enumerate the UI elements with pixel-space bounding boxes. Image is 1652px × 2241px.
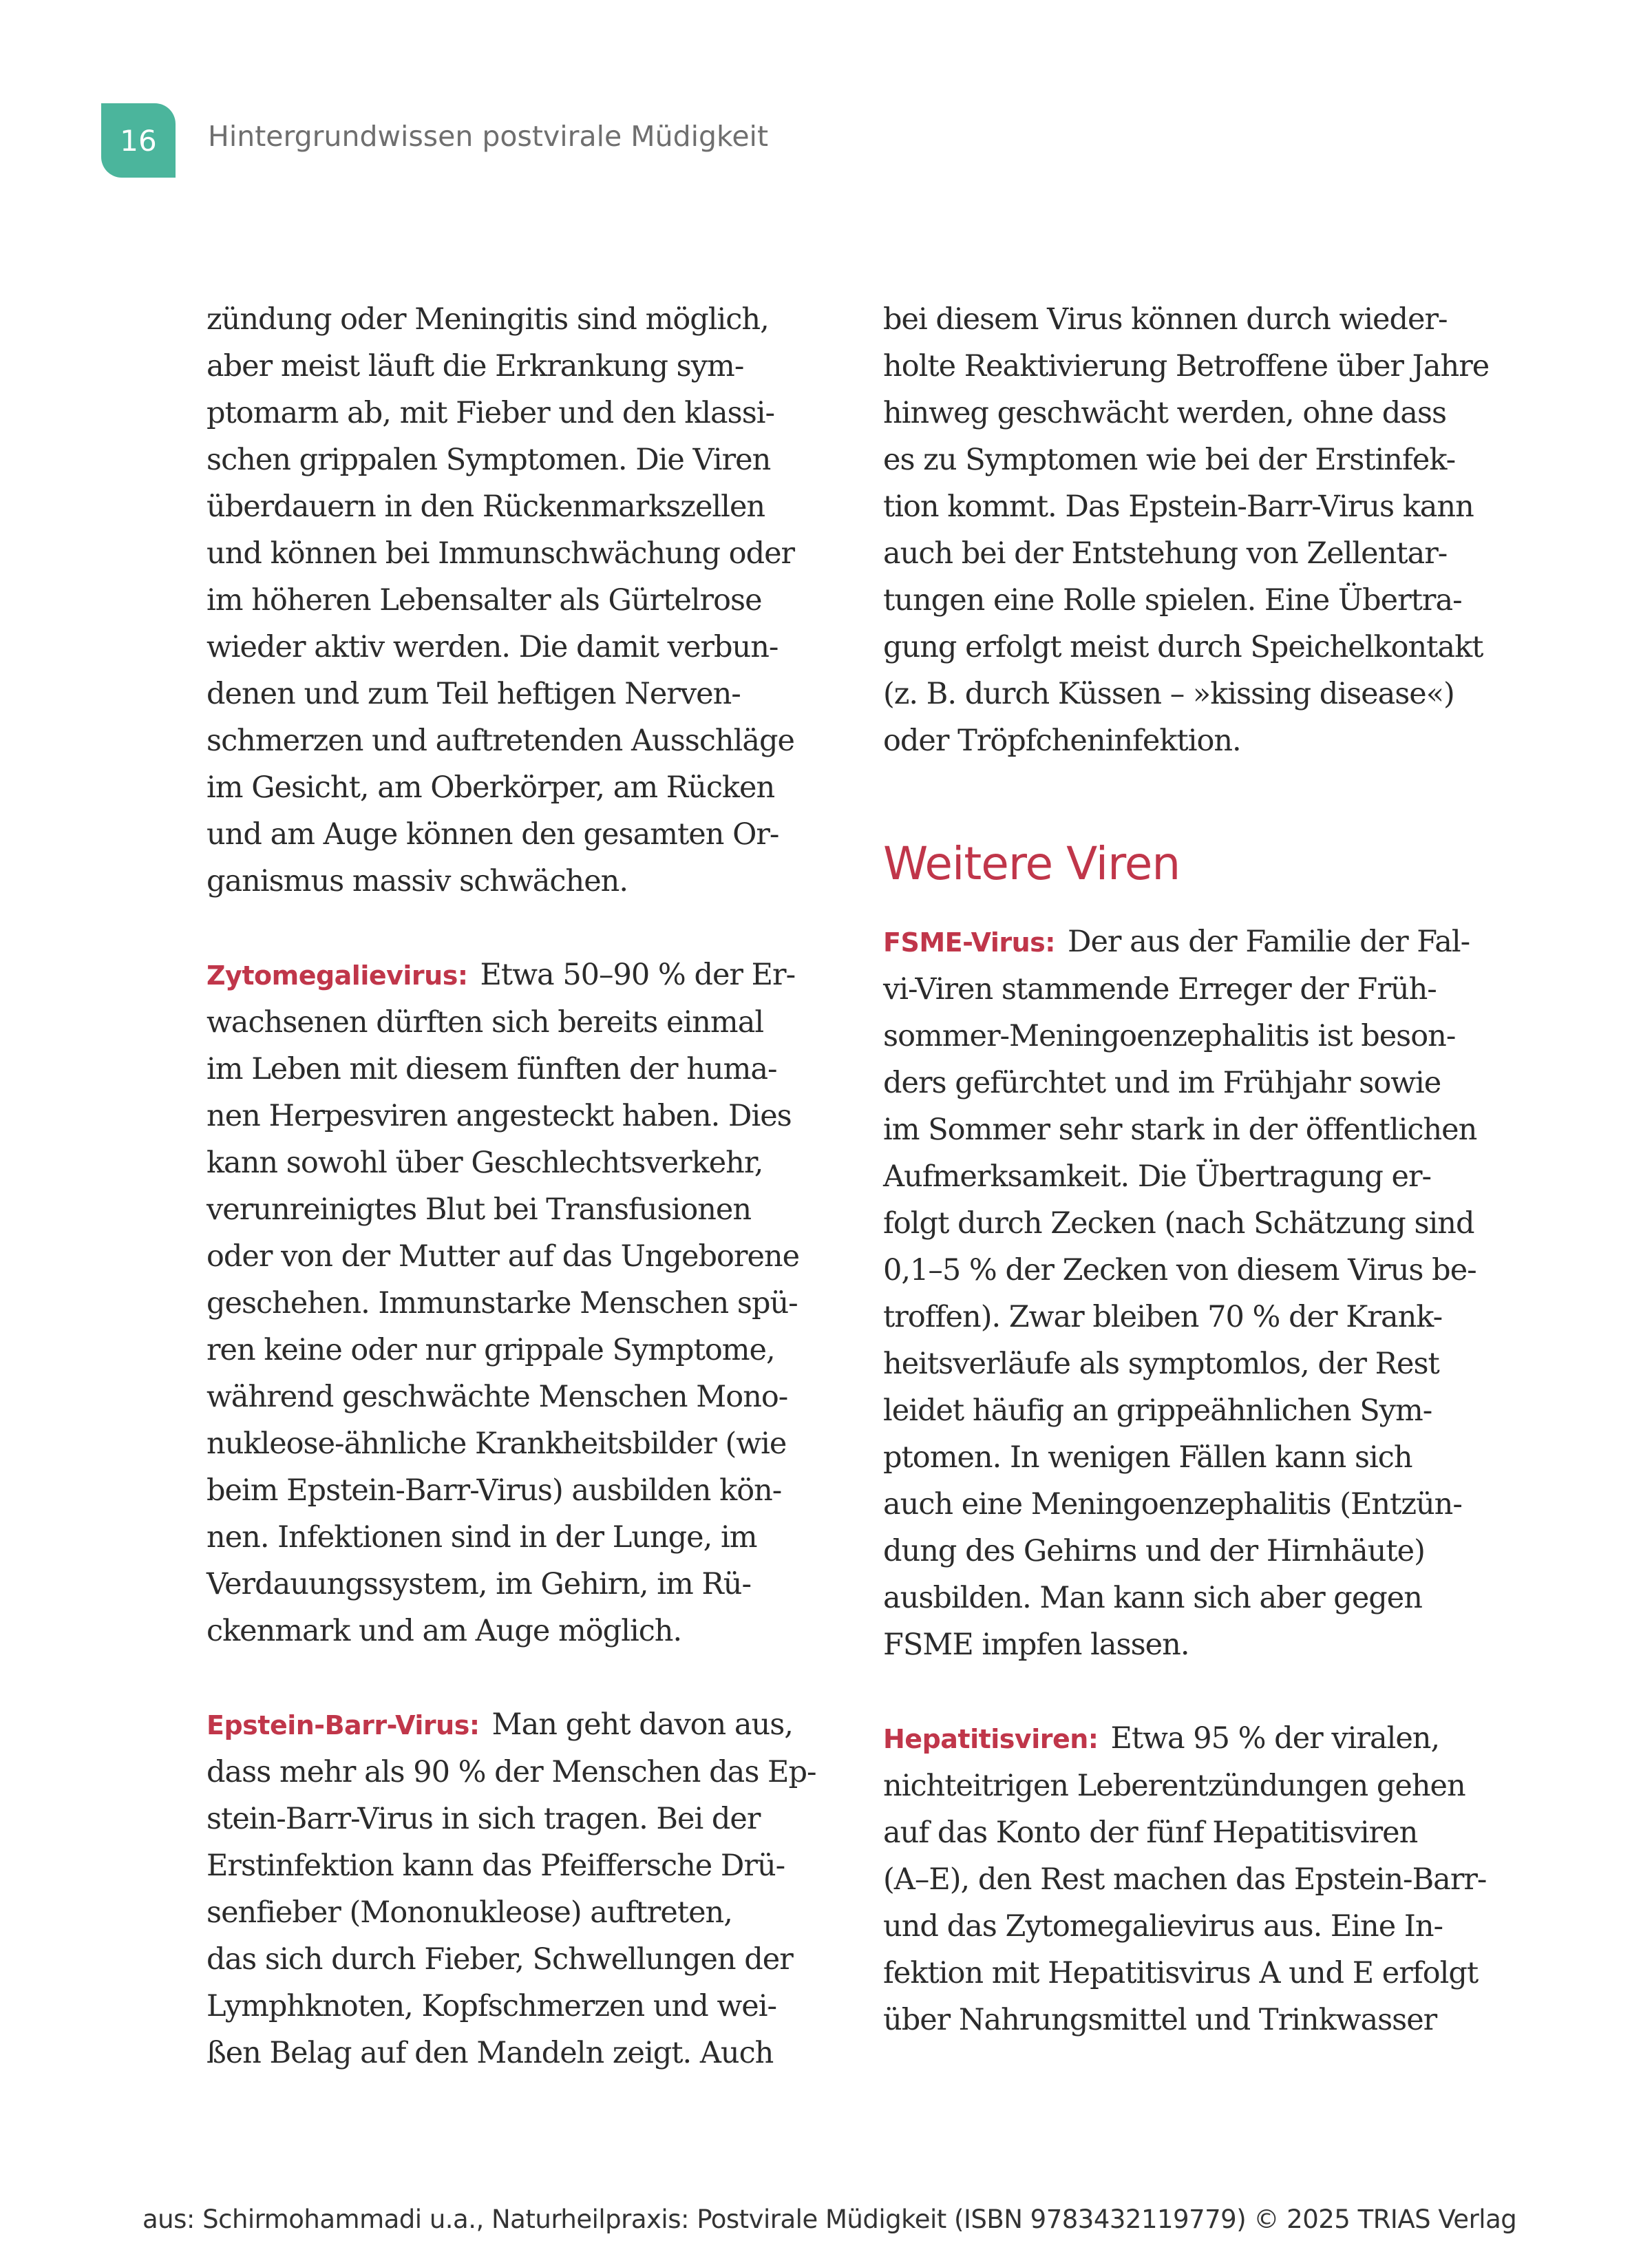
left-column <box>206 296 840 2076</box>
text-line: auch eine Meningoenzephalitis (Entzün- <box>883 1487 1462 1522</box>
text-line: heitsverläufe als symptomlos, der Rest <box>883 1347 1439 1381</box>
text-line: dass mehr als 90 % der Menschen das Ep- <box>206 1755 816 1789</box>
text-line: tungen eine Rolle spielen. Eine Übertra- <box>883 583 1462 618</box>
text-line: Etwa 50–90 % der Er- <box>480 958 796 992</box>
text-line: und können bei Immunschwächung oder <box>206 536 795 571</box>
text-line: stein-Barr-Virus in sich tragen. Bei der <box>206 1802 761 1836</box>
ebv-continuation-paragraph <box>883 296 1516 764</box>
text-line: hinweg geschwächt werden, ohne dass <box>883 396 1447 430</box>
text-line: geschehen. Immunstarke Menschen spü- <box>206 1286 798 1321</box>
hepatitis-label: Hepatitisviren: <box>883 1724 1099 1754</box>
text-line: nen. Infektionen sind in der Lunge, im <box>206 1520 757 1555</box>
text-line: im höheren Lebensalter als Gürtelrose <box>206 583 762 618</box>
text-line: wachsenen dürften sich bereits einmal <box>206 1005 764 1040</box>
text-line: FSME impfen lassen. <box>883 1628 1189 1662</box>
text-line: holte Reaktivierung Betroffene über Jahre <box>883 349 1490 383</box>
text-line: vi-Viren stammende Erreger der Früh- <box>883 972 1437 1007</box>
text-line: fektion mit Hepatitisvirus A und E erfolgt <box>883 1956 1479 1990</box>
text-line: zündung oder Meningitis sind möglich, <box>206 302 769 337</box>
text-line: das sich durch Fieber, Schwellungen der <box>206 1942 793 1977</box>
text-line: gung erfolgt meist durch Speichelkontakt <box>883 630 1483 664</box>
text-line: oder Tröpfcheninfektion. <box>883 724 1241 758</box>
text-line: auf das Konto der fünf Hepatitisviren <box>883 1816 1418 1850</box>
text-line: bei diesem Virus können durch wieder- <box>883 302 1448 337</box>
text-line: oder von der Mutter auf das Ungeborene <box>206 1239 800 1274</box>
text-line: ßen Belag auf den Mandeln zeigt. Auch <box>206 2036 774 2070</box>
varicella-paragraph <box>206 296 840 905</box>
text-line: es zu Symptomen wie bei der Erstinfek- <box>883 443 1456 477</box>
text-line: Der aus der Familie der Fal- <box>1067 925 1470 959</box>
text-line: ausbilden. Man kann sich aber gegen <box>883 1581 1422 1615</box>
text-line: Etwa 95 % der viralen, <box>1110 1721 1440 1756</box>
text-line: nichteitrigen Leberentzündungen gehen <box>883 1769 1465 1803</box>
page-number: 16 <box>120 123 157 158</box>
fsme-label: FSME-Virus: <box>883 927 1055 958</box>
text-line: ptomen. In wenigen Fällen kann sich <box>883 1440 1412 1475</box>
text-line: sommer-Meningoenzephalitis ist beson- <box>883 1019 1456 1053</box>
ebv-label: Epstein-Barr-Virus: <box>206 1710 480 1740</box>
text-line: im Gesicht, am Oberkörper, am Rücken <box>206 770 775 805</box>
fsme-paragraph <box>883 918 1516 1668</box>
text-line: ders gefürchtet und im Frühjahr sowie <box>883 1066 1441 1100</box>
text-line: troffen). Zwar bleiben 70 % der Krank- <box>883 1300 1443 1334</box>
text-line: Verdauungssystem, im Gehirn, im Rü- <box>206 1567 752 1601</box>
text-line: schen grippalen Symptomen. Die Viren <box>206 443 771 477</box>
text-line: und am Auge können den gesamten Or- <box>206 817 779 852</box>
text-line: ptomarm ab, mit Fieber und den klassi- <box>206 396 775 430</box>
text-line: Erstinfektion kann das Pfeiffersche Drü- <box>206 1849 785 1883</box>
text-line: dung des Gehirns und der Hirnhäute) <box>883 1534 1425 1568</box>
text-line: (z. B. durch Küssen – »kissing disease«) <box>883 677 1454 711</box>
text-line: folgt durch Zecken (nach Schätzung sind <box>883 1206 1474 1241</box>
ebv-paragraph <box>206 1701 840 2076</box>
text-line: im Leben mit diesem fünften der huma- <box>206 1052 777 1086</box>
text-line: überdauern in den Rückenmarkszellen <box>206 490 765 524</box>
text-line: (A–E), den Rest machen das Epstein-Barr- <box>883 1862 1487 1897</box>
text-line: beim Epstein-Barr-Virus) ausbilden kön- <box>206 1473 782 1508</box>
text-line: kann sowohl über Geschlechtsverkehr, <box>206 1146 763 1180</box>
text-line: senfieber (Mononukleose) auftreten, <box>206 1895 732 1930</box>
text-line: ckenmark und am Auge möglich. <box>206 1614 682 1648</box>
cmv-label: Zytomegalievirus: <box>206 960 468 991</box>
text-line: aber meist läuft die Erkrankung sym- <box>206 349 744 383</box>
text-line: 0,1–5 % der Zecken von diesem Virus be- <box>883 1253 1476 1287</box>
text-line: verunreinigtes Blut bei Transfusionen <box>206 1192 752 1227</box>
text-line: Lymphknoten, Kopfschmerzen und wei- <box>206 1989 776 2023</box>
text-line: denen und zum Teil heftigen Nerven- <box>206 677 741 711</box>
text-line: und das Zytomegalievirus aus. Eine In- <box>883 1909 1443 1944</box>
text-line: nen Herpesviren angesteckt haben. Dies <box>206 1099 792 1133</box>
text-line: Man geht davon aus, <box>491 1707 793 1742</box>
running-title: Hintergrundwissen postvirale Müdigkeit <box>208 120 769 153</box>
cmv-paragraph <box>206 951 840 1654</box>
text-line: Aufmerksamkeit. Die Übertragung er- <box>883 1159 1432 1194</box>
footer-citation: aus: Schirmohammadi u.a., Naturheilpraxis: Postvirale Müdigkeit (ISBN 9783432119779) © 2025 TRIAS Verlag <box>142 2205 1517 2234</box>
text-line: leidet häufig an grippeähnlichen Sym- <box>883 1393 1432 1428</box>
right-column <box>883 296 1516 2043</box>
text-line: über Nahrungsmittel und Trinkwasser <box>883 2003 1437 2037</box>
hepatitis-paragraph <box>883 1715 1516 2043</box>
text-line: ganismus massiv schwächen. <box>206 864 628 898</box>
text-line: nukleose-ähnliche Krankheitsbilder (wie <box>206 1427 787 1461</box>
page-number-badge <box>101 103 176 178</box>
text-line: auch bei der Entstehung von Zellentar- <box>883 536 1448 571</box>
text-line: während geschwächte Menschen Mono- <box>206 1380 788 1414</box>
section-heading: Weitere Viren <box>883 837 1180 890</box>
text-line: tion kommt. Das Epstein-Barr-Virus kann <box>883 490 1474 524</box>
text-line: wieder aktiv werden. Die damit verbun- <box>206 630 779 664</box>
text-line: schmerzen und auftretenden Ausschläge <box>206 724 794 758</box>
text-line: im Sommer sehr stark in der öffentlichen <box>883 1113 1477 1147</box>
text-line: ren keine oder nur grippale Symptome, <box>206 1333 775 1367</box>
